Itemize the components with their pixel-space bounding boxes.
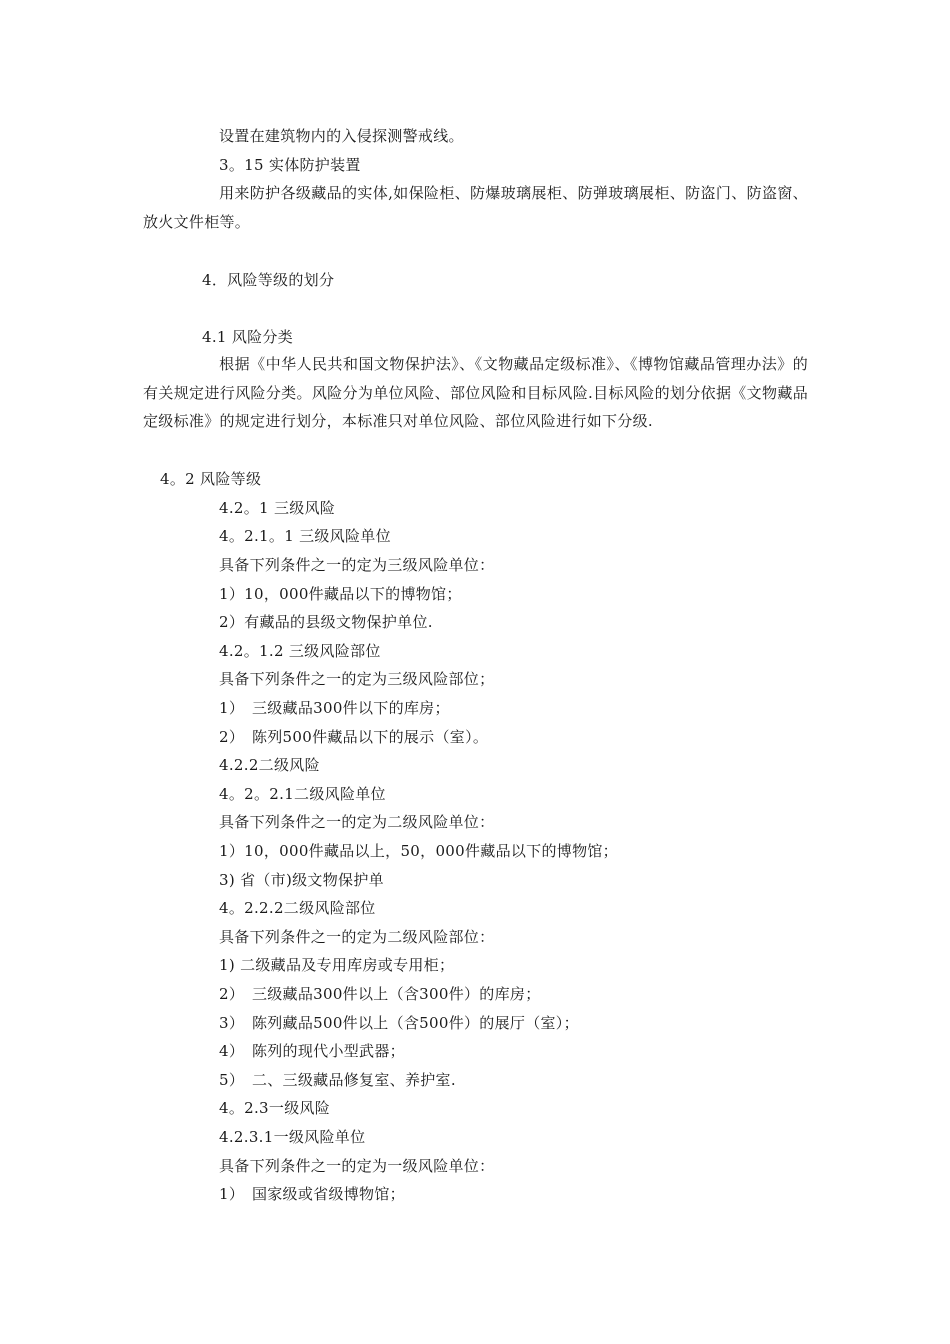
text-line: 具备下列条件之一的定为三级风险单位： xyxy=(219,556,495,574)
list-item: 2）有藏品的县级文物保护单位. xyxy=(219,613,433,631)
subsection-heading: 4.2。1.2 三级风险部位 xyxy=(219,642,381,660)
list-item: 4） 陈列的现代小型武器； xyxy=(219,1042,405,1060)
paragraph xyxy=(143,179,808,236)
text-line: 具备下列条件之一的定为二级风险部位： xyxy=(219,928,495,946)
subsection-heading: 4.2.3.1一级风险单位 xyxy=(219,1128,366,1146)
chapter-heading: 4．风险等级的划分 xyxy=(202,271,335,289)
subsection-heading: 4。2。2.1二级风险单位 xyxy=(219,785,386,803)
subsection-heading: 4。2.2.2二级风险部位 xyxy=(219,899,376,917)
list-item: 2） 陈列500件藏品以下的展示（室）。 xyxy=(219,728,489,746)
list-item: 1）10，000件藏品以上，50，000件藏品以下的博物馆； xyxy=(219,842,618,860)
paragraph-text: 用来防护各级藏品的实体,如保险柜、防爆玻璃展柜、防弹玻璃展柜、防盗门、防盗窗、放火文件柜等。 xyxy=(143,184,808,231)
text-line: 具备下列条件之一的定为一级风险单位： xyxy=(219,1157,495,1175)
paragraph-text: 根据《中华人民共和国文物保护法》、《文物藏品定级标准》、《博物馆藏品管理办法》的有关规定进行风险分类。风险分为单位风险、部位风险和目标风险.目标风险的划分依据《文物藏品定级标准》的规定进行划分，本标准只对单位风险、部位风险进行如下分级. xyxy=(143,355,808,430)
list-item: 3） 陈列藏品500件以上（含500件）的展厅（室）； xyxy=(219,1014,579,1032)
text-line: 具备下列条件之一的定为三级风险部位； xyxy=(219,670,495,688)
section-heading: 4.1 风险分类 xyxy=(202,328,294,346)
paragraph xyxy=(143,350,808,436)
section-heading: 3。15 实体防护装置 xyxy=(219,156,361,174)
list-item: 2） 三级藏品300件以上（含300件）的库房； xyxy=(219,985,541,1003)
subsection-heading: 4。2.1。1 三级风险单位 xyxy=(219,527,391,545)
list-item: 5） 二、三级藏品修复室、养护室. xyxy=(219,1071,456,1089)
list-item: 1）10，000件藏品以下的博物馆； xyxy=(219,585,462,603)
subsection-heading: 4.2。1 三级风险 xyxy=(219,499,336,517)
section-heading: 4。2 风险等级 xyxy=(160,470,262,488)
list-item: 1） 国家级或省级博物馆； xyxy=(219,1185,405,1203)
list-item: 1) 二级藏品及专用库房或专用柜； xyxy=(219,956,455,974)
text-line: 设置在建筑物内的入侵探测警戒线。 xyxy=(219,127,464,145)
list-item: 3) 省（市)级文物保护单 xyxy=(219,871,384,889)
subsection-heading: 4。2.3一级风险 xyxy=(219,1099,331,1117)
text-line: 具备下列条件之一的定为二级风险单位： xyxy=(219,813,495,831)
list-item: 1） 三级藏品300件以下的库房； xyxy=(219,699,450,717)
subsection-heading: 4.2.2二级风险 xyxy=(219,756,320,774)
